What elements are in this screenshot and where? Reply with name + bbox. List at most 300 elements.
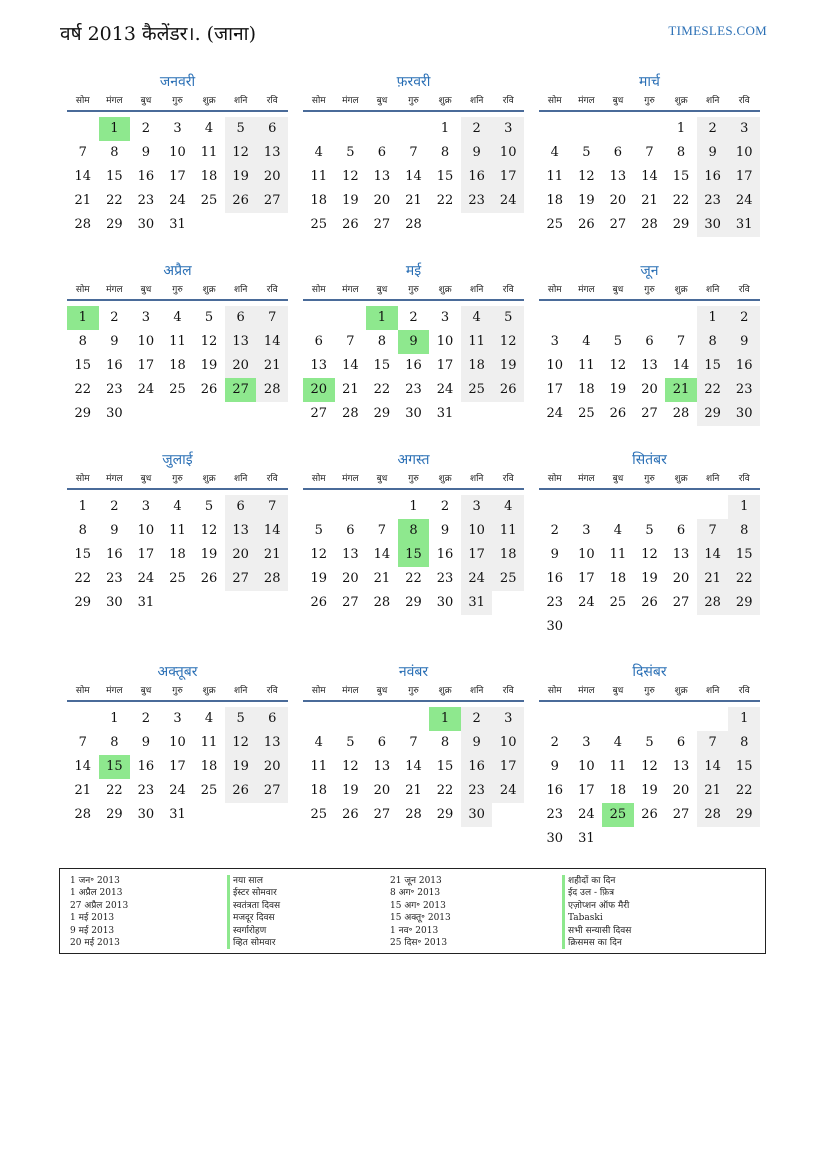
weekday-label: मंगल xyxy=(342,96,359,106)
day-cell: 21 xyxy=(373,571,391,586)
day-cell: 2 xyxy=(409,310,418,325)
legend-date: 1 जन॰ 2013 xyxy=(70,876,120,886)
day-cell: 14 xyxy=(672,358,690,373)
day-cell: 1 xyxy=(110,711,119,726)
day-cell: 16 xyxy=(728,354,760,378)
month-name: दिसंबर xyxy=(632,664,667,680)
day-cell: 7 xyxy=(697,519,729,543)
day-cell: 6 xyxy=(256,707,288,731)
weekday-label: रवि xyxy=(266,285,278,295)
weekday-label: शुक्र xyxy=(438,686,452,696)
day-cell: 18 xyxy=(546,193,564,208)
day-cell: 12 xyxy=(225,141,257,165)
day-cell: 31 xyxy=(436,406,454,421)
day-cell: 28 xyxy=(342,406,359,421)
weekday-label: शनि xyxy=(469,686,484,696)
day-cell: 18 xyxy=(578,382,595,397)
weekday-label: बुध xyxy=(612,96,624,106)
day-cell: 22 xyxy=(106,783,123,798)
day-cell: 31 xyxy=(169,217,186,232)
day-cell: 29 xyxy=(106,217,123,232)
day-cell: 27 xyxy=(641,406,658,421)
day-cell: 28 xyxy=(74,807,92,822)
weekday-label: मंगल xyxy=(106,96,123,106)
day-cell: 5 xyxy=(613,334,623,349)
day-cell: 23 xyxy=(546,807,564,822)
day-cell: 5 xyxy=(645,523,654,538)
day-cell: 3 xyxy=(550,334,559,349)
day-cell: 6 xyxy=(377,735,387,750)
day-cell: 7 xyxy=(346,334,355,349)
day-cell: 6 xyxy=(225,306,257,330)
day-cell: 20 xyxy=(672,571,690,586)
weekday-label: सोम xyxy=(311,686,326,696)
day-cell: 4 xyxy=(550,145,559,160)
day-cell: 11 xyxy=(310,169,328,184)
month-name: सितंबर xyxy=(632,452,667,468)
day-cell: 28 xyxy=(697,803,729,827)
day-cell: 22 xyxy=(405,571,422,586)
day-cell: 10 xyxy=(492,141,524,165)
day-cell: 21 xyxy=(342,382,359,397)
day-cell: 21 xyxy=(641,193,658,208)
day-cell: 27 xyxy=(373,217,391,232)
day-cell: 4 xyxy=(314,145,323,160)
day-cell: 26 xyxy=(310,595,328,610)
day-cell: 30 xyxy=(106,406,123,421)
day-cell: 8 xyxy=(440,735,450,750)
day-cell: 10 xyxy=(546,358,564,373)
weekday-label: गुरु xyxy=(408,285,419,295)
day-cell: 26 xyxy=(225,779,257,803)
day-cell: 14 xyxy=(256,330,288,354)
day-cell: 18 xyxy=(310,193,328,208)
day-cell: 10 xyxy=(169,735,186,750)
day-cell: 13 xyxy=(342,547,359,562)
day-cell: 13 xyxy=(256,141,288,165)
legend-date: 25 दिस॰ 2013 xyxy=(390,938,448,949)
day-cell: 7 xyxy=(256,306,288,330)
legend-holiday-name: स्वतंत्रता दिवस xyxy=(227,900,280,912)
day-cell: 10 xyxy=(728,141,760,165)
weekday-label: मंगल xyxy=(342,686,359,696)
day-cell: 17 xyxy=(137,547,155,562)
day-cell: 14 xyxy=(74,169,92,184)
day-cell: 3 xyxy=(461,495,493,519)
day-cell: 1 xyxy=(676,121,686,136)
weekday-label: गुरु xyxy=(644,96,655,106)
holiday-day-cell: 8 xyxy=(398,519,430,543)
day-cell: 18 xyxy=(200,169,218,184)
day-cell: 22 xyxy=(728,779,760,803)
legend-date: 9 मई 2013 xyxy=(70,925,115,936)
day-cell: 29 xyxy=(436,807,454,822)
day-cell: 22 xyxy=(697,378,729,402)
weekday-label: रवि xyxy=(502,686,514,696)
day-cell: 3 xyxy=(141,310,151,325)
day-cell: 21 xyxy=(405,193,422,208)
day-cell: 3 xyxy=(492,117,524,141)
day-cell: 23 xyxy=(436,571,454,586)
weekday-label: बुध xyxy=(612,285,624,295)
weekday-label: मंगल xyxy=(342,285,359,295)
legend-holiday-name: सभी सन्यासी दिवस xyxy=(562,925,631,937)
day-grid xyxy=(67,490,288,634)
weekday-label: शनि xyxy=(233,285,248,295)
day-cell: 23 xyxy=(137,193,155,208)
day-cell: 19 xyxy=(310,571,328,586)
month-calendar xyxy=(303,662,524,846)
legend-dates-left xyxy=(70,875,128,949)
month-calendar xyxy=(303,72,524,256)
day-cell: 9 xyxy=(728,330,760,354)
day-cell: 23 xyxy=(728,378,760,402)
day-cell: 5 xyxy=(225,707,257,731)
day-cell: 26 xyxy=(641,807,658,822)
legend-holiday-name: नया साल xyxy=(227,875,280,887)
weekday-label: शुक्र xyxy=(674,285,688,295)
day-cell: 24 xyxy=(169,193,186,208)
day-cell: 10 xyxy=(137,334,155,349)
day-cell: 17 xyxy=(728,165,760,189)
legend-date: 27 अप्रैल 2013 xyxy=(70,900,129,911)
day-grid xyxy=(67,301,288,445)
weekday-label: मंगल xyxy=(342,474,359,484)
day-cell: 7 xyxy=(676,334,686,349)
day-cell: 3 xyxy=(141,499,151,514)
day-cell: 23 xyxy=(106,571,123,586)
day-cell: 15 xyxy=(436,169,454,184)
weekday-header xyxy=(67,470,288,490)
day-cell: 19 xyxy=(200,358,218,373)
day-cell: 22 xyxy=(728,567,760,591)
weekday-label: गुरु xyxy=(172,96,183,106)
day-cell: 26 xyxy=(492,378,524,402)
legend-holiday-name: ईस्टर सोमवार xyxy=(227,887,280,899)
day-cell: 15 xyxy=(436,759,454,774)
day-cell: 2 xyxy=(141,121,151,136)
day-cell: 16 xyxy=(436,547,454,562)
day-cell: 10 xyxy=(461,519,493,543)
day-cell: 16 xyxy=(546,783,564,798)
weekday-label: रवि xyxy=(738,96,750,106)
weekday-label: शनि xyxy=(233,474,248,484)
day-cell: 10 xyxy=(578,547,595,562)
day-cell: 5 xyxy=(645,735,654,750)
day-cell: 13 xyxy=(225,519,257,543)
day-cell: 20 xyxy=(225,354,257,378)
day-cell: 5 xyxy=(225,117,257,141)
weekday-label: शुक्र xyxy=(674,474,688,484)
day-cell: 8 xyxy=(78,523,87,538)
day-cell: 13 xyxy=(641,358,658,373)
day-cell: 17 xyxy=(578,783,595,798)
day-cell: 16 xyxy=(405,358,422,373)
day-cell: 13 xyxy=(609,169,627,184)
weekday-label: मंगल xyxy=(578,96,595,106)
weekday-label: शनि xyxy=(705,96,720,106)
day-cell: 24 xyxy=(461,567,493,591)
weekday-label: सोम xyxy=(75,96,90,106)
day-cell: 7 xyxy=(697,731,729,755)
day-cell: 26 xyxy=(609,406,627,421)
day-cell: 24 xyxy=(169,783,186,798)
weekday-label: मंगल xyxy=(578,285,595,295)
weekday-label: सोम xyxy=(311,96,326,106)
legend-holiday-name: Tabaski xyxy=(562,912,631,924)
weekday-label: शुक्र xyxy=(202,686,216,696)
day-cell: 4 xyxy=(613,523,623,538)
day-cell: 28 xyxy=(697,591,729,615)
day-cell: 17 xyxy=(169,169,186,184)
weekday-label: सोम xyxy=(75,474,90,484)
holiday-legend xyxy=(59,868,766,954)
day-grid xyxy=(539,702,760,846)
day-cell: 2 xyxy=(697,117,729,141)
day-cell: 16 xyxy=(106,358,123,373)
day-cell: 12 xyxy=(200,334,218,349)
day-cell: 22 xyxy=(672,193,690,208)
day-cell: 26 xyxy=(342,217,359,232)
weekday-label: रवि xyxy=(502,474,514,484)
day-cell: 22 xyxy=(436,193,454,208)
site-link[interactable]: TIMESLES.COM xyxy=(668,23,767,38)
day-cell: 26 xyxy=(200,571,218,586)
weekday-header xyxy=(67,281,288,301)
day-cell: 16 xyxy=(546,571,564,586)
holiday-day-cell: 15 xyxy=(99,755,131,779)
day-cell: 28 xyxy=(74,217,92,232)
day-cell: 9 xyxy=(110,523,119,538)
legend-date: 21 जून 2013 xyxy=(390,876,442,886)
day-cell: 23 xyxy=(137,783,155,798)
page-title: वर्ष 2013 कैलेंडर।. (जाना) xyxy=(60,23,256,45)
day-cell: 19 xyxy=(492,354,524,378)
day-cell: 2 xyxy=(141,711,151,726)
day-cell: 4 xyxy=(314,735,323,750)
day-cell: 9 xyxy=(550,547,559,562)
month-calendar xyxy=(67,261,288,445)
day-cell: 25 xyxy=(609,595,627,610)
weekday-label: रवि xyxy=(266,686,278,696)
day-cell: 4 xyxy=(461,306,493,330)
day-cell: 11 xyxy=(609,547,627,562)
day-cell: 12 xyxy=(200,523,218,538)
day-cell: 2 xyxy=(461,707,493,731)
day-cell: 9 xyxy=(440,523,450,538)
day-cell: 10 xyxy=(578,759,595,774)
day-cell: 24 xyxy=(137,571,155,586)
day-cell: 10 xyxy=(436,334,454,349)
weekday-label: सोम xyxy=(311,474,326,484)
day-cell: 15 xyxy=(728,755,760,779)
day-cell: 24 xyxy=(578,595,595,610)
day-cell: 11 xyxy=(546,169,564,184)
day-cell: 15 xyxy=(106,169,123,184)
day-cell: 24 xyxy=(137,382,155,397)
weekday-header xyxy=(67,92,288,112)
day-cell: 23 xyxy=(546,595,564,610)
day-cell: 8 xyxy=(110,145,119,160)
day-cell: 19 xyxy=(342,193,359,208)
day-grid xyxy=(303,702,524,846)
day-cell: 5 xyxy=(492,306,524,330)
day-cell: 20 xyxy=(641,382,658,397)
day-cell: 19 xyxy=(641,571,658,586)
day-cell: 6 xyxy=(645,334,654,349)
day-cell: 29 xyxy=(405,595,422,610)
day-cell: 25 xyxy=(492,567,524,591)
day-cell: 9 xyxy=(550,759,559,774)
day-cell: 30 xyxy=(697,213,729,237)
day-cell: 12 xyxy=(342,169,359,184)
day-cell: 10 xyxy=(169,145,186,160)
day-cell: 27 xyxy=(225,567,257,591)
day-cell: 25 xyxy=(578,406,595,421)
day-cell: 30 xyxy=(546,831,564,846)
day-cell: 24 xyxy=(728,189,760,213)
day-cell: 26 xyxy=(225,189,257,213)
day-cell: 20 xyxy=(256,755,288,779)
day-cell: 3 xyxy=(173,711,182,726)
day-cell: 30 xyxy=(728,402,760,426)
day-cell: 12 xyxy=(225,731,257,755)
weekday-label: शनि xyxy=(469,285,484,295)
weekday-label: सोम xyxy=(547,474,562,484)
month-calendar xyxy=(303,261,524,445)
day-grid xyxy=(303,301,524,445)
day-cell: 28 xyxy=(256,378,288,402)
month-name: मई xyxy=(405,263,422,279)
day-cell: 24 xyxy=(492,189,524,213)
day-cell: 31 xyxy=(578,831,595,846)
day-cell: 6 xyxy=(256,117,288,141)
day-grid xyxy=(539,301,760,445)
day-cell: 31 xyxy=(169,807,186,822)
holiday-day-cell: 27 xyxy=(225,378,257,402)
day-cell: 5 xyxy=(204,310,214,325)
day-cell: 21 xyxy=(697,567,729,591)
day-cell: 3 xyxy=(728,117,760,141)
holiday-day-cell: 21 xyxy=(665,378,697,402)
weekday-label: शुक्र xyxy=(438,96,452,106)
day-cell: 10 xyxy=(492,731,524,755)
weekday-label: बुध xyxy=(376,474,388,484)
legend-holiday-name: ईद उल - फ़ित्र xyxy=(562,887,631,899)
day-cell: 17 xyxy=(137,358,155,373)
day-cell: 25 xyxy=(200,193,218,208)
day-cell: 25 xyxy=(461,378,493,402)
month-calendar xyxy=(539,450,760,634)
day-cell: 7 xyxy=(377,523,387,538)
day-cell: 21 xyxy=(405,783,422,798)
day-cell: 7 xyxy=(78,735,87,750)
day-cell: 27 xyxy=(256,189,288,213)
weekday-header xyxy=(539,92,760,112)
day-grid xyxy=(539,112,760,256)
day-cell: 18 xyxy=(169,358,186,373)
month-calendar xyxy=(303,450,524,634)
day-cell: 2 xyxy=(110,310,119,325)
day-cell: 15 xyxy=(697,354,729,378)
day-cell: 21 xyxy=(74,193,92,208)
day-cell: 18 xyxy=(461,354,493,378)
weekday-header xyxy=(539,682,760,702)
day-cell: 17 xyxy=(492,165,524,189)
legend-holiday-name: एज़ोप्शन ऑफ मैरी xyxy=(562,900,631,912)
weekday-label: शुक्र xyxy=(202,285,216,295)
month-name: नवंबर xyxy=(398,664,429,680)
weekday-label: मंगल xyxy=(106,686,123,696)
day-grid xyxy=(303,112,524,256)
day-cell: 18 xyxy=(200,759,218,774)
day-cell: 9 xyxy=(697,141,729,165)
weekday-label: गुरु xyxy=(172,686,183,696)
day-cell: 12 xyxy=(578,169,595,184)
weekday-label: शनि xyxy=(233,96,248,106)
day-cell: 8 xyxy=(728,519,760,543)
day-cell: 7 xyxy=(78,145,87,160)
day-cell: 13 xyxy=(373,759,391,774)
day-cell: 20 xyxy=(342,571,359,586)
weekday-label: शुक्र xyxy=(438,474,452,484)
legend-holiday-name: शहीदों का दिन xyxy=(562,875,631,887)
day-cell: 19 xyxy=(641,783,658,798)
day-cell: 7 xyxy=(645,145,654,160)
weekday-header xyxy=(303,682,524,702)
day-cell: 10 xyxy=(137,523,155,538)
day-cell: 1 xyxy=(440,121,450,136)
weekday-label: सोम xyxy=(75,285,90,295)
day-cell: 29 xyxy=(373,406,391,421)
day-cell: 14 xyxy=(405,169,422,184)
weekday-label: रवि xyxy=(738,686,750,696)
holiday-day-cell: 15 xyxy=(398,543,430,567)
day-cell: 30 xyxy=(405,406,422,421)
weekday-label: शनि xyxy=(705,686,720,696)
day-cell: 7 xyxy=(256,495,288,519)
weekday-label: रवि xyxy=(738,285,750,295)
day-cell: 2 xyxy=(440,499,450,514)
day-cell: 8 xyxy=(110,735,119,750)
day-grid xyxy=(303,490,524,634)
day-cell: 11 xyxy=(200,145,218,160)
day-cell: 14 xyxy=(373,547,391,562)
day-cell: 27 xyxy=(373,807,391,822)
day-cell: 18 xyxy=(310,783,328,798)
day-cell: 3 xyxy=(492,707,524,731)
month-calendar xyxy=(67,662,288,846)
day-cell: 30 xyxy=(106,595,123,610)
day-cell: 31 xyxy=(728,213,760,237)
day-cell: 19 xyxy=(342,783,359,798)
day-cell: 4 xyxy=(204,711,214,726)
day-cell: 11 xyxy=(169,523,186,538)
day-cell: 24 xyxy=(436,382,454,397)
day-cell: 19 xyxy=(225,165,257,189)
day-cell: 20 xyxy=(672,783,690,798)
day-cell: 29 xyxy=(728,591,760,615)
day-cell: 8 xyxy=(676,145,686,160)
day-cell: 16 xyxy=(106,547,123,562)
day-cell: 30 xyxy=(137,217,155,232)
holiday-day-cell: 1 xyxy=(366,306,398,330)
weekday-header xyxy=(303,92,524,112)
month-name: फ़रवरी xyxy=(396,74,431,90)
weekday-label: गुरु xyxy=(172,474,183,484)
day-cell: 6 xyxy=(225,495,257,519)
day-cell: 22 xyxy=(373,382,391,397)
